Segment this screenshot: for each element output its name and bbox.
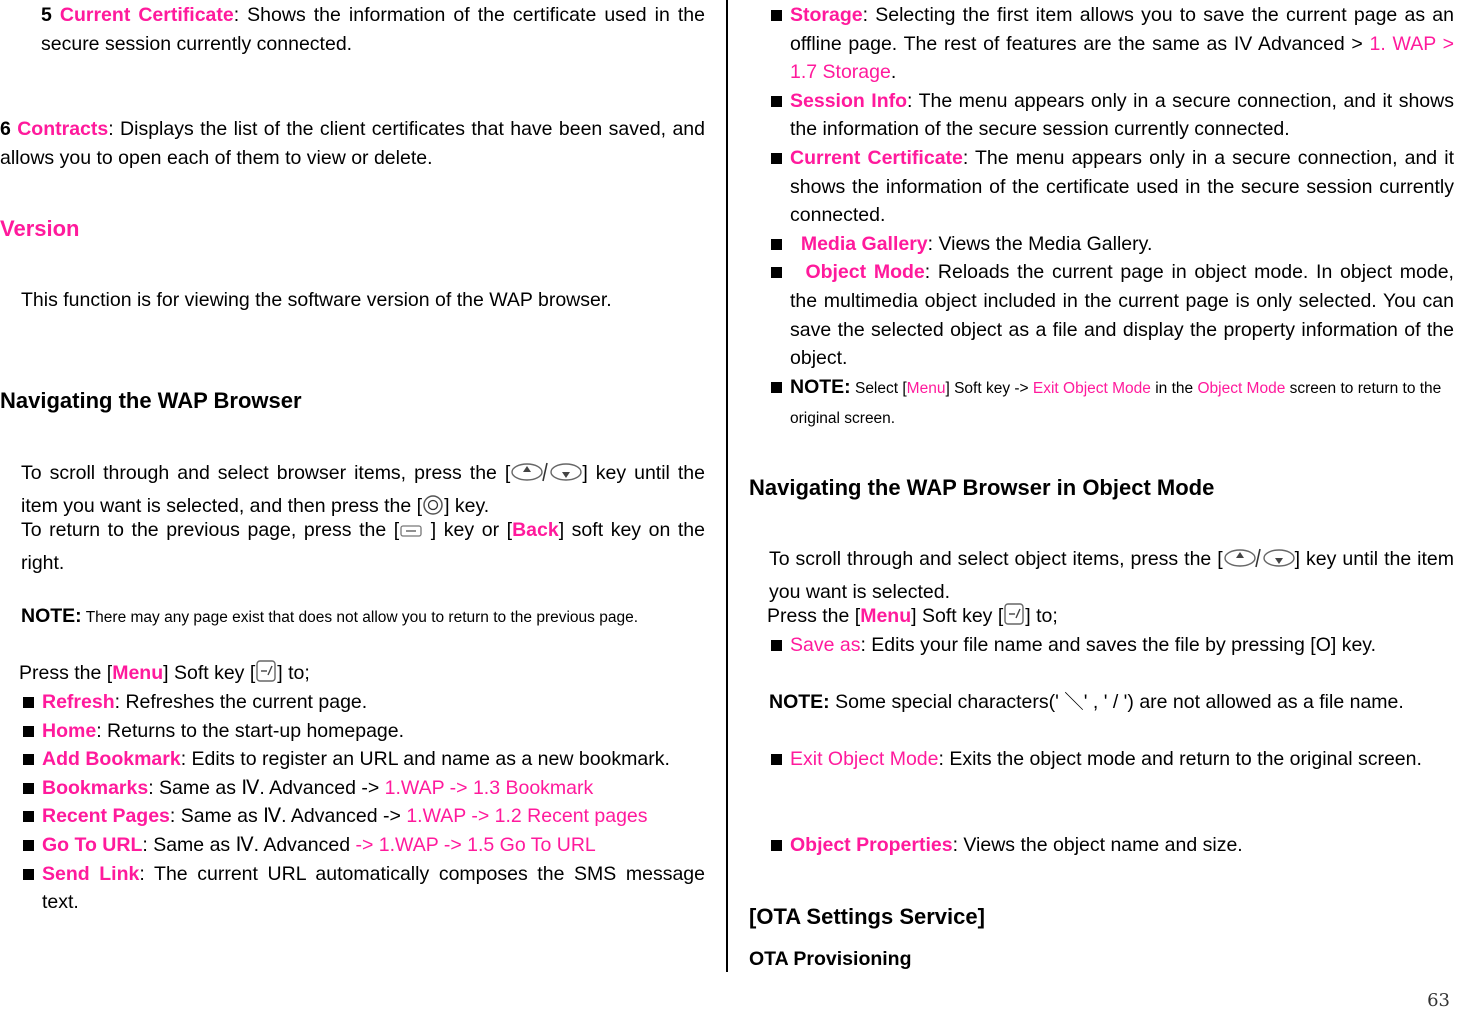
bullet-icon: [771, 239, 782, 250]
navigation-key-icon: [1223, 547, 1295, 578]
list-item-session-info: Session Info: The menu appears only in a secure connection, and it shows the information of the secure session currently connected.: [769, 87, 1454, 144]
ota-subheading: OTA Provisioning: [749, 948, 912, 970]
version-description: This function is for viewing the software version of the WAP browser.: [21, 289, 612, 311]
list-item-bookmarks: Bookmarks: Same as Ⅳ. Advanced -> 1.WAP -> 1.3 Bookmark: [21, 774, 705, 803]
bullet-icon: [771, 754, 782, 765]
list-item-note-exit: NOTE: Select [Menu] Soft key -> Exit Object Mode in the Object Mode screen to return to the original screen.: [769, 373, 1454, 434]
list-item-home: Home: Returns to the start-up homepage.: [21, 717, 705, 746]
list-item-storage: Storage: Selecting the first item allows you to save the current page as an offline page. The rest of features are the same as IV Advanced > 1. WAP > 1.7 Storage.: [769, 1, 1454, 87]
object-press-menu-line: Press the [Menu] Soft key [ ] to;: [767, 602, 1454, 635]
list-item-save-as: Save as: Edits your file name and saves the file by pressing [O] key.: [769, 631, 1454, 660]
bullet-icon: [771, 382, 782, 393]
left-softkey-icon: [255, 659, 277, 692]
version-heading: Version: [0, 216, 80, 241]
bullet-icon: [23, 726, 34, 737]
bullet-icon: [771, 267, 782, 278]
page-number: 63: [1427, 990, 1450, 1011]
bullet-icon: [771, 153, 782, 164]
bullet-icon: [23, 869, 34, 880]
left-menu-list: [21, 688, 705, 917]
nav-heading: Navigating the WAP Browser: [0, 388, 302, 413]
bullet-icon: [23, 754, 34, 765]
list-item-current-certificate: Current Certificate: The menu appears only in a secure connection, and it shows the information of the certificate used in the secure session currently connected.: [769, 144, 1454, 230]
column-divider: [726, 0, 728, 972]
object-scroll-instructions: To scroll through and select object items, press the [ ] key until the item you want is selected.: [769, 548, 1454, 603]
object-mode-heading: Navigating the WAP Browser in Object Mode: [749, 475, 1215, 500]
bullet-icon: [23, 811, 34, 822]
list-item-object-mode: Object Mode: Reloads the current page in object mode. In object mode, the multimedia object included in the current page is only selected. You can save the selected object as a file and display the property information of the object.: [769, 258, 1454, 372]
bullet-icon: [771, 840, 782, 851]
list-item-refresh: Refresh: Refreshes the current page.: [21, 688, 705, 717]
clear-key-icon: [399, 520, 423, 549]
list-item-object-properties: Object Properties: Views the object name and size.: [769, 831, 1454, 860]
contracts-term: Contracts: [17, 118, 109, 140]
back-softkey-label: Back: [512, 519, 559, 541]
return-instructions: To return to the previous page, press the [ ] key or [Back] soft key on the right.: [21, 519, 705, 574]
bullet-icon: [771, 10, 782, 21]
ota-heading: [OTA Settings Service]: [749, 904, 985, 929]
list-item-add-bookmark: Add Bookmark: Edits to register an URL and name as a new bookmark.: [21, 745, 705, 774]
menu-label: Menu: [860, 605, 912, 627]
menu-label: Menu: [112, 662, 164, 684]
list-item-go-to-url: Go To URL: Same as Ⅳ. Advanced -> 1.WAP -> 1.5 Go To URL: [21, 831, 705, 860]
list-item-send-link: Send Link: The current URL automatically composes the SMS message text.: [21, 860, 705, 917]
bullet-icon: [23, 783, 34, 794]
contracts-paragraph: 6 Contracts: Displays the list of the client certificates that have been saved, and allows you to open each of them to view or delete.: [0, 118, 705, 169]
note-special-characters: NOTE: Some special characters(' ＼' , ' / ') are not allowed as a file name.: [769, 691, 1404, 713]
list-item-exit-object-mode: Exit Object Mode: Exits the object mode and return to the original screen.: [769, 745, 1454, 774]
cert-paragraph: 5 Current Certificate: Shows the information of the certificate used in the secure session currently connected.: [41, 4, 705, 55]
navigation-key-icon: [510, 461, 582, 492]
list-item-recent-pages: Recent Pages: Same as Ⅳ. Advanced -> 1.WAP -> 1.2 Recent pages: [21, 802, 705, 831]
right-menu-list: [769, 1, 1454, 434]
cert-term: Current Certificate: [59, 4, 234, 26]
press-menu-line: Press the [Menu] Soft key [ ] to;: [19, 659, 705, 692]
bullet-icon: [23, 840, 34, 851]
bullet-icon: [771, 96, 782, 107]
note-previous-page: NOTE: There may any page exist that does not allow you to return to the previous page.: [21, 605, 638, 627]
scroll-instructions: To scroll through and select browser items, press the [ ] key until the item you want is selected, and then press the [ ] key.: [21, 459, 705, 524]
bullet-icon: [23, 697, 34, 708]
bullet-icon: [771, 640, 782, 651]
list-item-media-gallery: Media Gallery: Views the Media Gallery.: [769, 230, 1454, 259]
left-softkey-icon: [1003, 602, 1025, 635]
